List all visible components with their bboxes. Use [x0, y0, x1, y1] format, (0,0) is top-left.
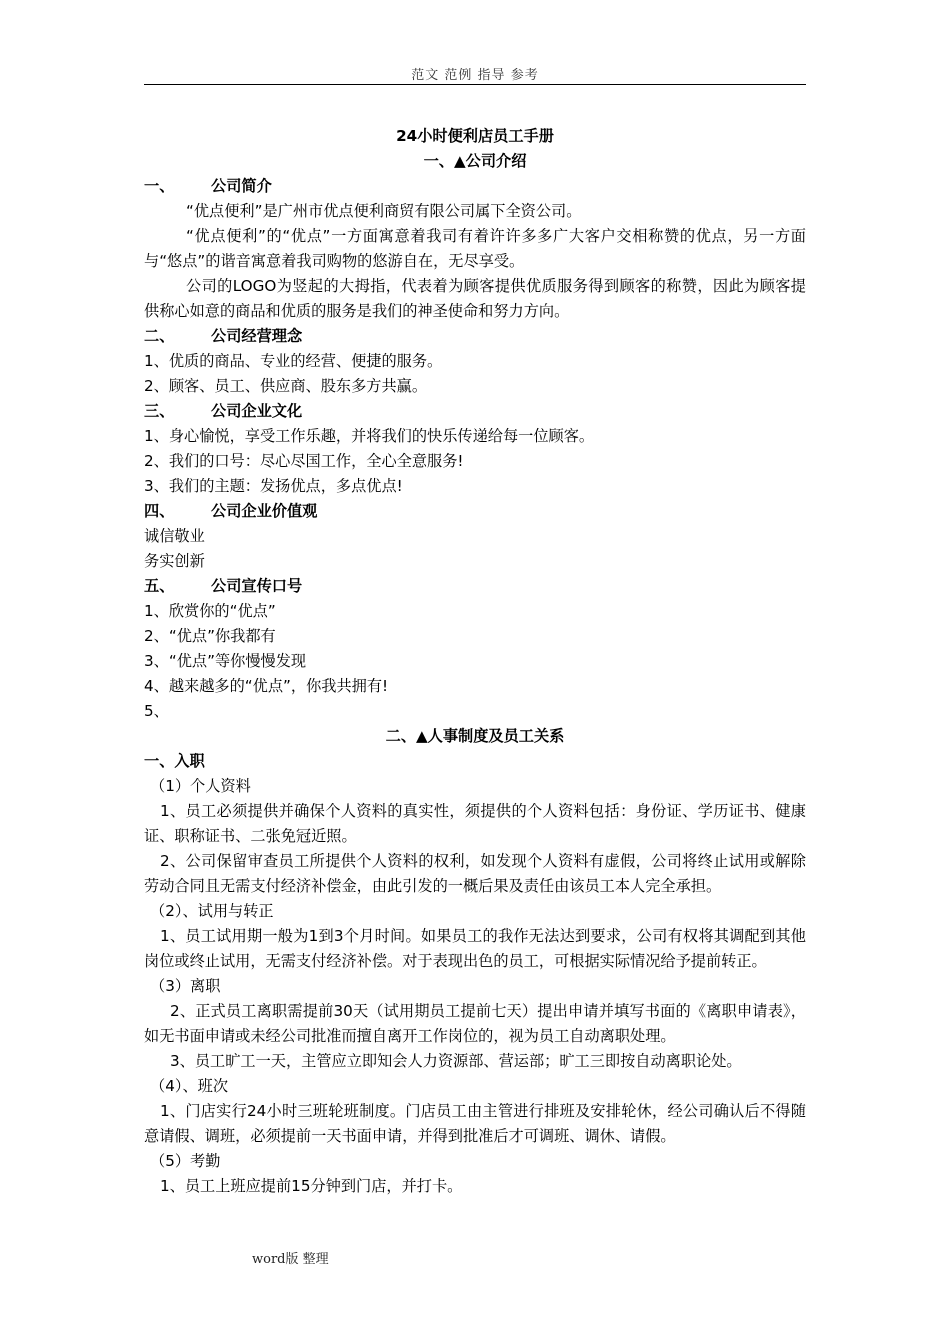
paragraph: 1、员工试用期一般为1到3个月时间。如果员工的我作无法达到要求，公司有权将其调配到其他岗位或终止试用，无需支付经济补偿。对于表现出色的员工，可根据实际情况给予提前转正。 [144, 927, 806, 970]
section-title: 公司经营理念 [211, 327, 303, 345]
part2-heading: 二、▲人事制度及员工关系 [385, 727, 565, 745]
document-body [144, 124, 806, 1199]
section-heading [144, 399, 806, 424]
list-item: 4、越来越多的“优点”，你我共拥有! [144, 677, 389, 695]
subsection-label: （4）、班次 [150, 1077, 229, 1095]
section-number: 一、 [144, 177, 175, 195]
section-number: 四、 [144, 502, 175, 520]
list-item: 2、我们的口号：尽心尽国工作，全心全意服务! [144, 452, 464, 470]
section-heading [144, 574, 806, 599]
paragraph: 1、员工必须提供并确保个人资料的真实性，须提供的个人资料包括：身份证、学历证书、健康证、职称证书、二张免冠近照。 [144, 802, 806, 845]
list-item: 3、“优点”等你慢慢发现 [144, 652, 307, 670]
section-title: 公司企业价值观 [211, 502, 318, 520]
list-item: 5、 [144, 702, 169, 720]
section-number: 五、 [144, 577, 175, 595]
list-item: 2、“优点”你我都有 [144, 627, 276, 645]
paragraph: 公司的LOGO为竖起的大拇指，代表着为顾客提供优质服务得到顾客的称赞，因此为顾客提供称心如意的商品和优质的服务是我们的神圣使命和努力方向。 [144, 277, 806, 320]
list-item: 1、欣赏你的“优点” [144, 602, 276, 620]
list-item: 1、优质的商品、专业的经营、便捷的服务。 [144, 352, 443, 370]
header-rule [144, 84, 806, 85]
section-heading [144, 174, 806, 199]
section-heading [144, 324, 806, 349]
section-number: 三、 [144, 402, 175, 420]
doc-title: 24小时便利店员工手册 [396, 127, 554, 145]
paragraph: “优点便利”的“优点”一方面寓意着我司有着许许多多广大客户交相称赞的优点，另一方面与“悠点”的谐音寓意着我司购物的悠游自在，无尽享受。 [144, 227, 806, 270]
list-item: 务实创新 [144, 552, 205, 570]
list-item: 3、我们的主题：发扬优点，多点优点! [144, 477, 403, 495]
section-title: 公司企业文化 [211, 402, 303, 420]
section-title: 公司宣传口号 [211, 577, 303, 595]
paragraph: 1、门店实行24小时三班轮班制度。门店员工由主管进行排班及安排轮休，经公司确认后不得随意请假、调班，必须提前一天书面申请，并得到批准后才可调班、调休、请假。 [144, 1102, 806, 1145]
paragraph: 2、公司保留审查员工所提供个人资料的权利，如发现个人资料有虚假，公司将终止试用或解除劳动合同且无需支付经济补偿金，由此引发的一概后果及责任由该员工本人完全承担。 [144, 852, 806, 895]
subsection-label: （5）考勤 [150, 1152, 221, 1170]
subsection-label: （1）个人资料 [150, 777, 251, 795]
page-header: 范文 范例 指导 参考 [411, 68, 539, 83]
page-footer: word版 整理 [252, 1252, 329, 1267]
subsection-label: （2）、试用与转正 [150, 902, 274, 920]
paragraph: 2、正式员工离职需提前30天（试用期员工提前七天）提出申请并填写书面的《离职申请表》，如无书面申请或未经公司批准而擅自离开工作岗位的，视为员工自动离职处理。 [144, 1002, 806, 1045]
subsection-heading: 一、入职 [144, 752, 205, 770]
paragraph: “优点便利”是广州市优点便利商贸有限公司属下全资公司。 [186, 202, 582, 220]
section-title: 公司简介 [211, 177, 272, 195]
paragraph: 1、员工上班应提前15分钟到门店，并打卡。 [160, 1177, 463, 1195]
section-heading [144, 499, 806, 524]
paragraph: 3、员工旷工一天，主管应立即知会人力资源部、营运部；旷工三即按自动离职论处。 [170, 1052, 742, 1070]
part1-heading: 一、▲公司介绍 [423, 152, 527, 170]
section-number: 二、 [144, 327, 175, 345]
list-item: 2、顾客、员工、供应商、股东多方共赢。 [144, 377, 428, 395]
list-item: 诚信敬业 [144, 527, 205, 545]
subsection-label: （3）离职 [150, 977, 221, 995]
list-item: 1、身心愉悦，享受工作乐趣，并将我们的快乐传递给每一位顾客。 [144, 427, 595, 445]
